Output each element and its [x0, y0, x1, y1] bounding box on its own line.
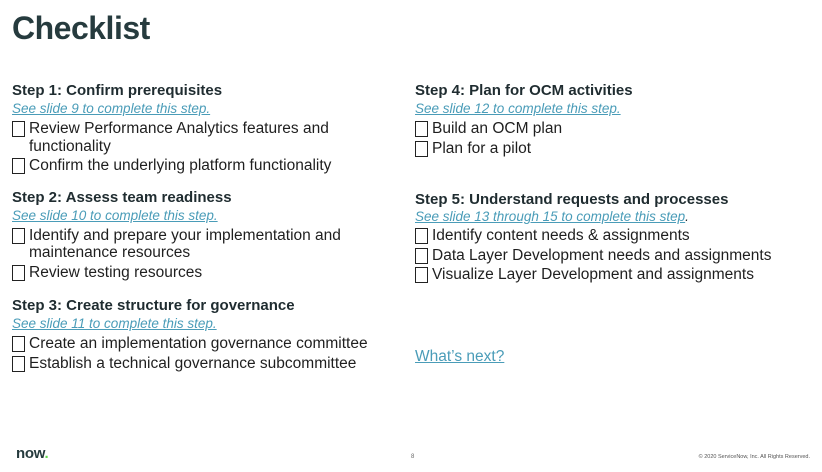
- step-link[interactable]: See slide 10 to complete this step.: [12, 207, 218, 223]
- checklist-item-label: Data Layer Development needs and assignments: [432, 246, 772, 264]
- checklist-item-label: Review Performance Analytics features and functionality: [29, 120, 329, 155]
- step-3: [12, 297, 402, 372]
- step-5: [415, 191, 815, 284]
- checklist: [12, 120, 402, 175]
- checkbox[interactable]: [415, 141, 428, 157]
- checklist-item-label: Visualize Layer Development and assignments: [432, 266, 754, 283]
- step-4: [415, 82, 815, 157]
- checklist-item: [12, 335, 402, 353]
- checklist: [12, 335, 402, 372]
- step-heading: Step 3: Create structure for governance: [12, 297, 295, 314]
- step-link[interactable]: See slide 13 through 15 to complete this step: [415, 209, 686, 224]
- step-link-suffix: .: [685, 209, 689, 224]
- checkbox[interactable]: [415, 121, 428, 137]
- checklist: [415, 227, 815, 284]
- checkbox[interactable]: [415, 228, 428, 244]
- whats-next-link[interactable]: What’s next?: [415, 348, 505, 365]
- checklist-item-label: Confirm the underlying platform functionality: [29, 157, 332, 174]
- step-heading: Step 4: Plan for OCM activities: [415, 82, 633, 99]
- checklist-item-label: Identify content needs & assignments: [432, 227, 690, 244]
- checkbox[interactable]: [415, 267, 428, 283]
- checklist-item: [12, 355, 402, 373]
- step-link[interactable]: See slide 9 to complete this step.: [12, 101, 211, 116]
- page-title: Checklist: [12, 10, 150, 46]
- page-number: 8: [411, 454, 415, 460]
- step-link-row: [415, 209, 815, 225]
- checklist-item: [415, 227, 815, 245]
- checklist-item-label: Establish a technical governance subcommittee: [29, 354, 357, 372]
- checklist: [415, 120, 815, 157]
- step-heading: Step 2: Assess team readiness: [12, 188, 232, 206]
- checklist-item: [12, 120, 402, 155]
- checklist-item: [415, 140, 815, 158]
- copyright: © 2020 ServiceNow, Inc. All Rights Reserved.: [698, 454, 810, 460]
- checkbox[interactable]: [12, 158, 25, 174]
- checklist-item: [415, 247, 815, 265]
- checklist-item-label: Identify and prepare your implementation and maintenance resources: [29, 226, 341, 261]
- checkbox[interactable]: [415, 248, 428, 264]
- checklist-item: [415, 120, 815, 138]
- checkbox[interactable]: [12, 356, 25, 372]
- checkbox[interactable]: [12, 336, 25, 352]
- step-heading: Step 1: Confirm prerequisites: [12, 82, 223, 99]
- checkbox[interactable]: [12, 121, 25, 137]
- checkbox[interactable]: [12, 265, 25, 281]
- checklist-item: [415, 266, 815, 284]
- step-2: [12, 189, 402, 282]
- step-link[interactable]: See slide 11 to complete this step.: [12, 316, 217, 331]
- right-column: [415, 82, 815, 300]
- left-column: [12, 82, 402, 388]
- checklist-item: [12, 227, 402, 262]
- step-link[interactable]: See slide 12 to complete this step.: [415, 101, 621, 116]
- checklist-item-label: Create an implementation governance committee: [29, 335, 368, 352]
- checklist-item-label: Build an OCM plan: [432, 120, 563, 137]
- step-1: [12, 82, 402, 175]
- logo-dot: .: [44, 445, 49, 462]
- servicenow-logo: [16, 445, 48, 462]
- logo-text: now: [16, 445, 45, 462]
- checklist-item: [12, 157, 402, 175]
- checklist-item-label: Review testing resources: [29, 263, 203, 281]
- checkbox[interactable]: [12, 228, 25, 244]
- checklist-item: [12, 264, 402, 282]
- checklist-item-label: Plan for a pilot: [432, 139, 532, 157]
- checklist: [12, 227, 402, 282]
- step-heading: Step 5: Understand requests and processes: [415, 191, 729, 208]
